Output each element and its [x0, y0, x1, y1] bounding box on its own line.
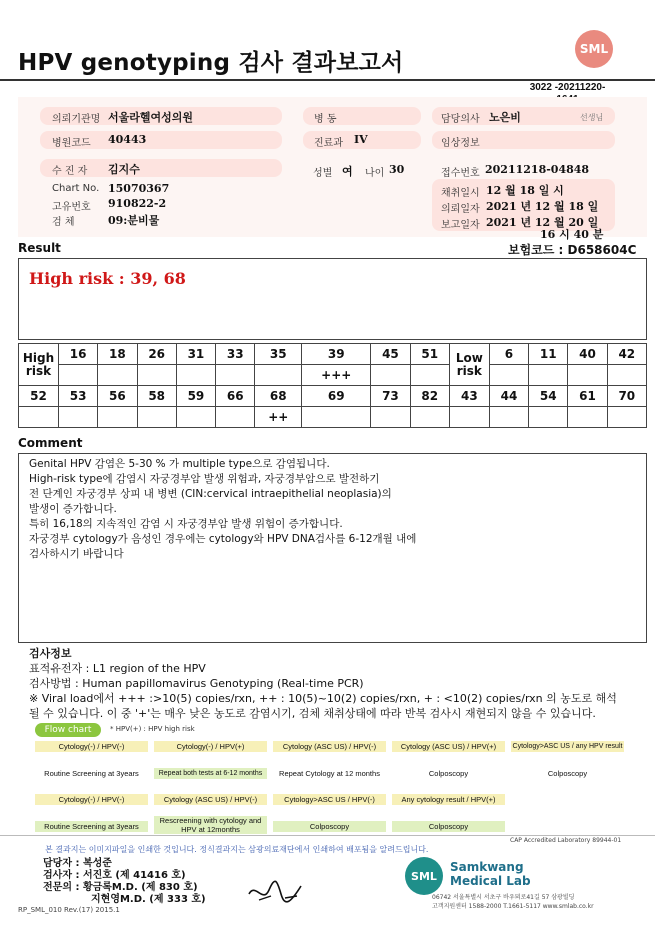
mark: [59, 407, 98, 428]
sex-value: 여: [342, 165, 353, 178]
type: 70: [607, 386, 646, 407]
high-type: 51: [410, 344, 449, 365]
high-type: 26: [137, 344, 176, 365]
high-mark: [410, 365, 449, 386]
flow-row2-out: Routine Screening at 3years: [35, 821, 148, 832]
comment-line: 발생이 증가합니다.: [29, 503, 117, 515]
type: 43: [449, 386, 489, 407]
collect-value: 12 월 18 일 시: [486, 184, 564, 197]
comment-line: Genital HPV 감염은 5-30 % 가 multiple type으로 감염됩니다.: [29, 458, 330, 470]
test-info-title: 검사정보: [29, 647, 72, 660]
name-value: 김지수: [108, 163, 140, 176]
lab-name-line1: Samkwang: [450, 860, 524, 874]
target-gene: 표적유전자 : L1 region of the HPV: [29, 662, 206, 675]
age-value: 30: [389, 163, 405, 176]
flow-row2-box: Any cytology result / HPV(+): [392, 794, 505, 805]
receipt-label: 접수번호: [441, 168, 480, 179]
type: 82: [410, 386, 449, 407]
signature: [245, 876, 305, 908]
inst-value: 서울라헬여성의원: [108, 111, 194, 124]
insurance-code: 보험코드 : D658604C: [508, 243, 637, 257]
request-value: 2021 년 12 월 18 일: [486, 200, 599, 213]
type: 61: [568, 386, 607, 407]
type: 56: [98, 386, 137, 407]
samkwang-logo: SML: [405, 857, 443, 895]
flow-row2-out: Rescreening with cytology and HPV at 12months: [154, 816, 267, 834]
high-mark: [255, 365, 302, 386]
lab-number-line1: 3022 -20211220-: [529, 82, 606, 93]
flow-row1-out: Colposcopy: [547, 769, 588, 778]
lab-phone: 고객지원센터 1588-2000 T.1661-5117 www.smlab.co.kr: [432, 903, 594, 910]
test-method: 검사방법 : Human papillomavirus Genotyping (Real-time PCR): [29, 677, 364, 690]
high-type: 33: [216, 344, 255, 365]
flowchart-button[interactable]: Flow chart: [35, 723, 101, 737]
low-risk-label: Low risk: [449, 344, 489, 386]
request-label: 의뢰일자: [441, 204, 480, 215]
mark: [216, 407, 255, 428]
flow-row2-box: Cytology (ASC US) / HPV(-): [154, 794, 267, 805]
high-mark: [371, 365, 410, 386]
chart-label: Chart No.: [52, 183, 100, 194]
type: 68: [255, 386, 302, 407]
viral-load-note-2: 될 수 있습니다. 이 중 '+'는 매우 낮은 농도로 감염시기, 검체 채취상태에 따라 반복 검사시 재현되지 않을 수 있습니다.: [29, 707, 596, 720]
comment-line: 전 단계인 자궁경부 상피 내 병변 (CIN:cervical intraepithelial neoplasia)의: [29, 488, 392, 500]
high-mark: +++: [302, 365, 371, 386]
type: 52: [19, 386, 59, 407]
high-mark: [59, 365, 98, 386]
type: 58: [137, 386, 176, 407]
flow-row1-out: Colposcopy: [428, 769, 469, 778]
print-note: 본 결과지는 이미지파일을 인쇄한 것입니다. 정식결과지는 삼광의료재단에서 인쇄하여 배포됨을 알려드립니다.: [45, 845, 429, 854]
high-mark: [216, 365, 255, 386]
flow-row1-box: Cytology (ASC US) / HPV(+): [392, 741, 505, 752]
mark: [302, 407, 371, 428]
report-title: HPV genotyping 검사 결과보고서: [18, 50, 404, 76]
dept-label: 진료과: [314, 138, 343, 149]
code-value: 40443: [108, 133, 147, 146]
high-type: 35: [255, 344, 302, 365]
ward-label: 병 동: [314, 114, 337, 125]
flow-row1-box: Cytology(-) / HPV(-): [35, 741, 148, 752]
flow-row1-box: Cytology (ASC US) / HPV(-): [273, 741, 386, 752]
flow-row1-out: Repeat both tests at 6-12 months: [154, 768, 267, 779]
low-mark: [607, 365, 646, 386]
test-info: [29, 646, 649, 721]
id-value: 910822-2: [108, 197, 167, 210]
staff-line: 전문의 : 황금록M.D. (제 830 호): [43, 882, 198, 893]
flow-row1-out: Repeat Cytology at 12 months: [279, 769, 380, 778]
flowchart-legend: * HPV(+) : HPV high risk: [110, 725, 195, 733]
doctor-suffix: 선생님: [580, 113, 604, 122]
flow-row2-box: Cytology(-) / HPV(-): [35, 794, 148, 805]
comment-line: 자궁경부 cytology가 음성인 경우에는 cytology와 HPV DNA검사를 6-12개월 내에: [29, 533, 417, 545]
high-mark: [176, 365, 215, 386]
high-risk-result: High risk : 39, 68: [29, 269, 186, 288]
comment-line: High-risk type에 감염시 자궁경부암 발생 위험과, 자궁경부암으로 발전하기: [29, 473, 380, 485]
lab-name-line2: Medical Lab: [450, 874, 531, 888]
low-type: 40: [568, 344, 607, 365]
low-mark: [489, 365, 528, 386]
collect-label: 채취일시: [441, 188, 480, 199]
mark: ++: [255, 407, 302, 428]
high-type: 18: [98, 344, 137, 365]
type: 54: [529, 386, 568, 407]
name-label: 수 진 자: [52, 166, 88, 177]
result-heading: Result: [18, 241, 61, 255]
dept-value: IV: [354, 133, 368, 146]
mark: [98, 407, 137, 428]
doctor-label: 담당의사: [441, 114, 480, 125]
header-divider: [0, 79, 655, 81]
type: 44: [489, 386, 528, 407]
mark: [449, 407, 489, 428]
comment-text: [29, 457, 416, 562]
age-label: 나이: [365, 168, 385, 179]
flow-row2-out: Colposcopy: [273, 821, 386, 832]
mark: [410, 407, 449, 428]
high-risk-label: High risk: [19, 344, 59, 386]
staff-line: 검사자 : 서진호 (제 41416 호): [43, 870, 186, 881]
report-time: 16 시 40 분: [540, 228, 604, 241]
type: 69: [302, 386, 371, 407]
staff-list: [43, 858, 206, 906]
high-type: 31: [176, 344, 215, 365]
staff-line: 담당자 : 복성준: [43, 858, 112, 869]
mark: [607, 407, 646, 428]
genotype-table: [18, 343, 647, 428]
sml-logo: SML: [575, 30, 613, 68]
flow-row1-box: Cytology>ASC US / any HPV result: [512, 743, 623, 750]
specimen-label: 검 체: [52, 217, 75, 228]
low-type: 42: [607, 344, 646, 365]
mark: [176, 407, 215, 428]
flow-row1-box: Cytology(-) / HPV(+): [154, 741, 267, 752]
viral-load-note: ※ Viral load에서 +++ :>10(5) copies/rxn, ++ : 10(5)~10(2) copies/rxn, + : <10(2) copies/rxn 의 농도로 해석: [29, 692, 617, 705]
footer-divider: [0, 835, 655, 836]
lab-address: 06742 서울특별시 서초구 바우뫼로41길 57 삼광빌딩: [432, 894, 575, 901]
receipt-value: 20211218-04848: [485, 163, 590, 176]
sex-label: 성별: [313, 168, 333, 179]
comment-line: 검사하시기 바랍니다: [29, 548, 124, 560]
mark: [529, 407, 568, 428]
form-code: RP_SML_010 Rev.(17) 2015.1: [18, 906, 120, 914]
low-type: 6: [489, 344, 528, 365]
chart-value: 15070367: [108, 182, 170, 195]
report-label: 보고일자: [441, 220, 480, 231]
type: 53: [59, 386, 98, 407]
doctor-value: 노은비: [489, 111, 521, 124]
flow-row2-out: Colposcopy: [392, 821, 505, 832]
specimen-value: 09:분비물: [108, 214, 160, 227]
high-mark: [98, 365, 137, 386]
low-mark: [529, 365, 568, 386]
staff-line: 지현영M.D. (제 333 호): [91, 894, 206, 905]
report-value: 2021 년 12 월 20 일: [486, 216, 599, 229]
mark: [137, 407, 176, 428]
type: 73: [371, 386, 410, 407]
type: 66: [216, 386, 255, 407]
high-type: 16: [59, 344, 98, 365]
inst-label: 의뢰기관명: [52, 114, 101, 125]
flow-row2-box: Cytology>ASC US / HPV(-): [273, 794, 386, 805]
mark: [371, 407, 410, 428]
lab-name: [450, 860, 531, 888]
mark: [489, 407, 528, 428]
comment-heading: Comment: [18, 436, 83, 450]
flow-row1-out: Routine Screening at 3years: [44, 769, 139, 778]
low-mark: [568, 365, 607, 386]
id-label: 고유번호: [52, 202, 91, 213]
code-label: 병원코드: [52, 138, 91, 149]
clinical-label: 임상정보: [441, 138, 480, 149]
mark: [568, 407, 607, 428]
mark: [19, 407, 59, 428]
high-type: 39: [302, 344, 371, 365]
low-type: 11: [529, 344, 568, 365]
cap-accreditation: CAP Accredited Laboratory 89944-01: [510, 837, 622, 844]
high-type: 45: [371, 344, 410, 365]
comment-line: 특히 16,18의 지속적인 감염 시 자궁경부암 발생 위험이 증가합니다.: [29, 518, 343, 530]
high-mark: [137, 365, 176, 386]
type: 59: [176, 386, 215, 407]
